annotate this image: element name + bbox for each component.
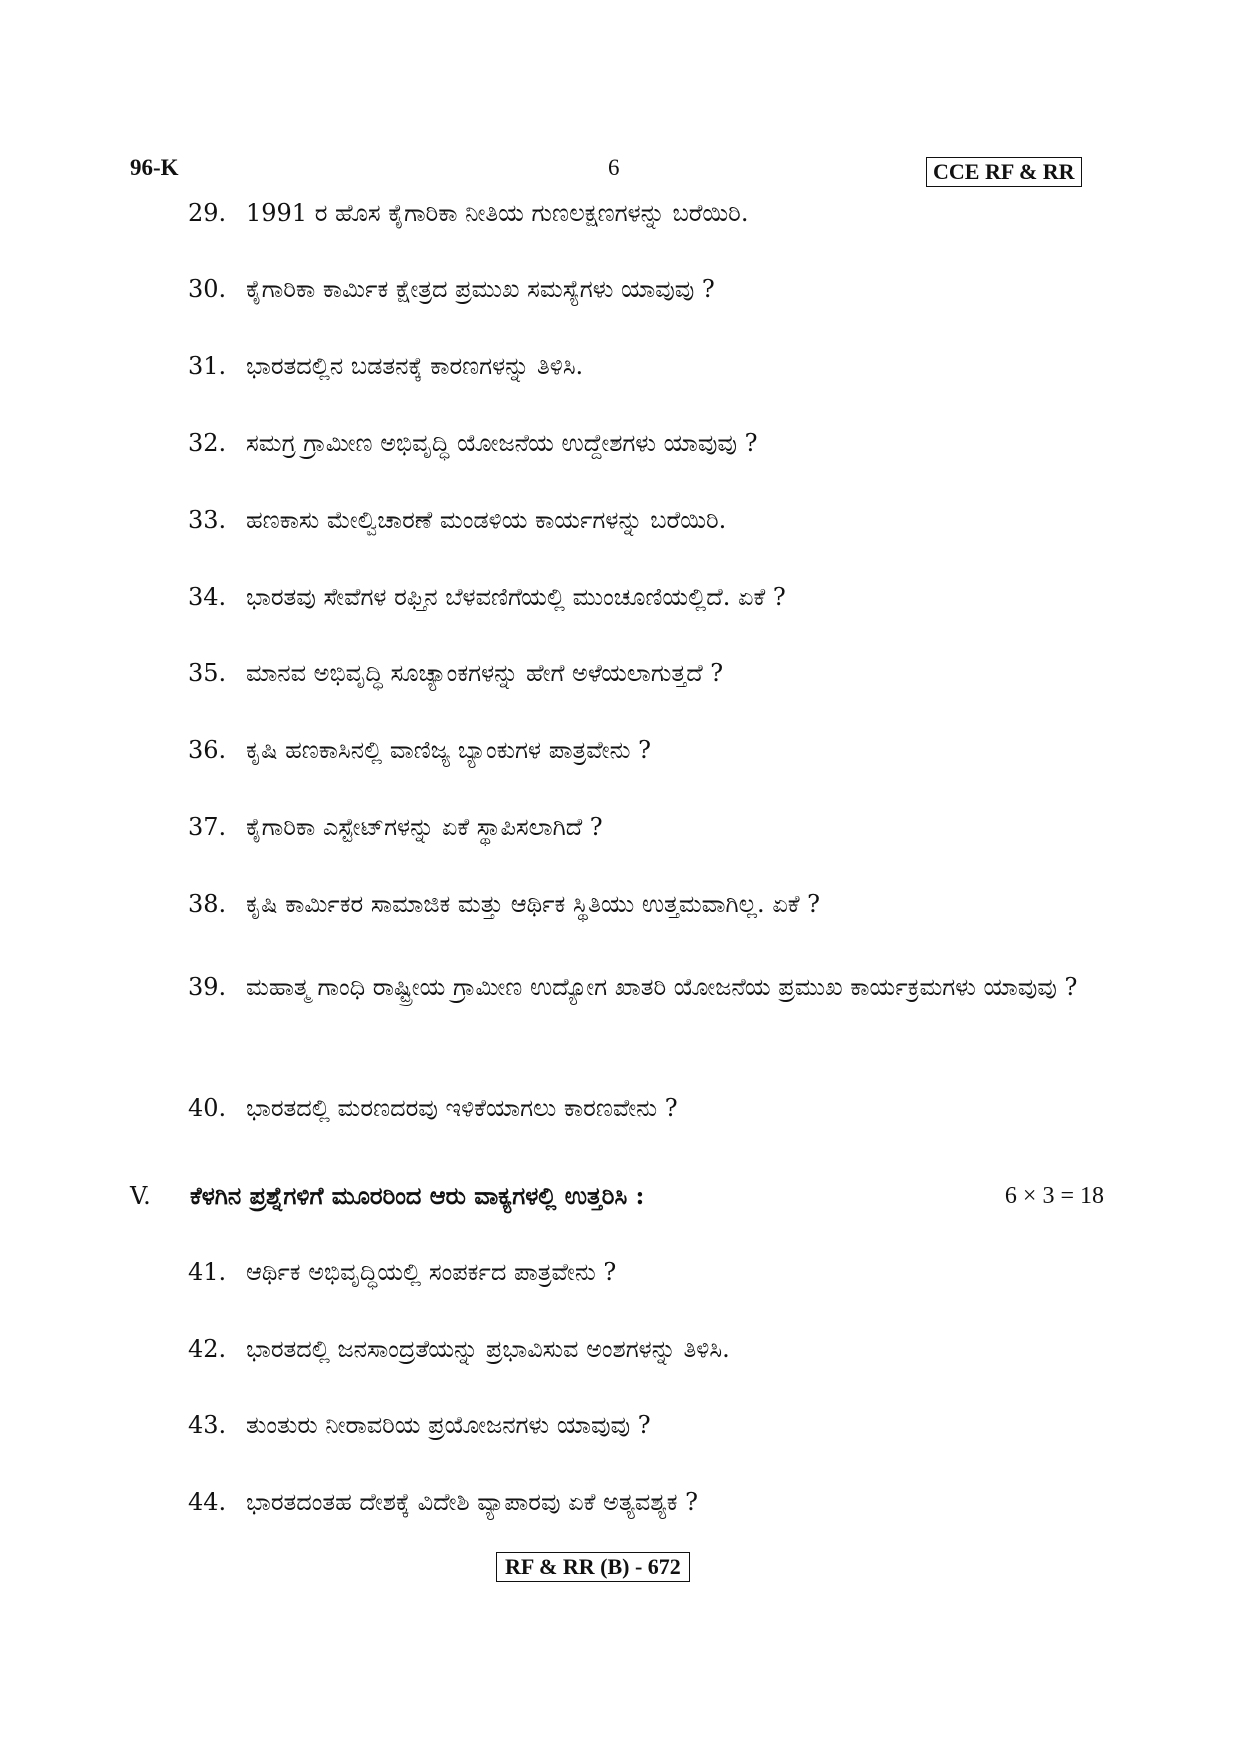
question-item xyxy=(188,656,1104,690)
question-item xyxy=(188,349,1104,383)
question-number: 35. xyxy=(188,659,227,687)
question-item xyxy=(188,580,1104,614)
question-text: ಸಮಗ್ರ ಗ್ರಾಮೀಣ ಅಭಿವೃದ್ಧಿ ಯೋಜನೆಯ ಉದ್ದೇಶಗಳು ಯಾವುವು ? xyxy=(246,429,758,457)
question-item xyxy=(188,810,1104,844)
question-text: ಭಾರತದಂತಹ ದೇಶಕ್ಕೆ ವಿದೇಶಿ ವ್ಯಾಪಾರವು ಏಕೆ ಅತ್ಯವಶ್ಯಕ ? xyxy=(246,1488,699,1516)
question-text: ಕೃಷಿ ಹಣಕಾಸಿನಲ್ಲಿ ವಾಣಿಜ್ಯ ಬ್ಯಾಂಕುಗಳ ಪಾತ್ರವೇನು ? xyxy=(246,736,652,764)
question-item xyxy=(188,1255,1104,1289)
question-number: 42. xyxy=(188,1335,227,1363)
question-number: 33. xyxy=(188,506,227,534)
question-item xyxy=(188,1485,1104,1519)
question-item xyxy=(188,426,1104,460)
question-item xyxy=(188,733,1104,767)
question-item xyxy=(188,1408,1104,1442)
section-number: V. xyxy=(130,1182,151,1210)
question-text: ಭಾರತದಲ್ಲಿ ಮರಣದರವು ಇಳಿಕೆಯಾಗಲು ಕಾರಣವೇನು ? xyxy=(246,1094,678,1122)
question-text: ಕೈಗಾರಿಕಾ ಕಾರ್ಮಿಕ ಕ್ಷೇತ್ರದ ಪ್ರಮುಖ ಸಮಸ್ಯೆಗಳು ಯಾವುವು ? xyxy=(246,275,715,303)
question-number: 37. xyxy=(188,813,227,841)
header-left-code: 96-K xyxy=(130,155,179,180)
question-item xyxy=(188,1091,1104,1125)
question-text: ಕೈಗಾರಿಕಾ ಎಸ್ಟೇಟ್‌ಗಳನ್ನು ಏಕೆ ಸ್ಥಾಪಿಸಲಾಗಿದೆ ? xyxy=(246,813,603,841)
question-number: 40. xyxy=(188,1094,227,1122)
question-number: 36. xyxy=(188,736,227,764)
question-text: ಭಾರತವು ಸೇವೆಗಳ ರಫ್ತಿನ ಬೆಳವಣಿಗೆಯಲ್ಲಿ ಮುಂಚೂಣಿಯಲ್ಲಿದೆ. ಏಕೆ ? xyxy=(246,583,786,611)
question-number: 41. xyxy=(188,1258,227,1286)
question-item xyxy=(188,196,1104,230)
question-number: 32. xyxy=(188,429,227,457)
question-text: ಮಾನವ ಅಭಿವೃದ್ಧಿ ಸೂಚ್ಯಾಂಕಗಳನ್ನು ಹೇಗೆ ಅಳೆಯಲಾಗುತ್ತದೆ ? xyxy=(246,659,724,687)
question-text: ಹಣಕಾಸು ಮೇಲ್ವಿಚಾರಣೆ ಮಂಡಳಿಯ ಕಾರ್ಯಗಳನ್ನು ಬರೆಯಿರಿ. xyxy=(246,506,727,534)
question-text: 1991 ರ ಹೊಸ ಕೈಗಾರಿಕಾ ನೀತಿಯ ಗುಣಲಕ್ಷಣಗಳನ್ನು ಬರೆಯಿರಿ. xyxy=(246,199,749,227)
question-item xyxy=(188,1332,1104,1366)
question-text: ಆರ್ಥಿಕ ಅಭಿವೃದ್ಧಿಯಲ್ಲಿ ಸಂಪರ್ಕದ ಪಾತ್ರವೇನು ? xyxy=(246,1258,617,1286)
question-text: ಭಾರತದಲ್ಲಿನ ಬಡತನಕ್ಕೆ ಕಾರಣಗಳನ್ನು ತಿಳಿಸಿ. xyxy=(246,352,584,380)
question-number: 34. xyxy=(188,583,227,611)
section-instruction: ಕೆಳಗಿನ ಪ್ರಶ್ನೆಗಳಿಗೆ ಮೂರರಿಂದ ಆರು ವಾಕ್ಯಗಳಲ್ಲಿ ಉತ್ತರಿಸಿ : xyxy=(190,1181,645,1210)
header-exam-code: CCE RF & RR xyxy=(926,157,1082,187)
question-item xyxy=(188,272,1104,306)
question-number: 31. xyxy=(188,352,227,380)
question-number: 43. xyxy=(188,1411,227,1439)
question-text: ಭಾರತದಲ್ಲಿ ಜನಸಾಂದ್ರತೆಯನ್ನು ಪ್ರಭಾವಿಸುವ ಅಂಶಗಳನ್ನು ತಿಳಿಸಿ. xyxy=(246,1335,730,1363)
question-item xyxy=(188,960,1104,1014)
question-number: 29. xyxy=(188,199,227,227)
question-text: ಮಹಾತ್ಮ ಗಾಂಧಿ ರಾಷ್ಟ್ರೀಯ ಗ್ರಾಮೀಣ ಉದ್ಯೋಗ ಖಾತರಿ ಯೋಜನೆಯ ಪ್ರಮುಖ ಕಾರ್ಯಕ್ರಮಗಳು ಯಾವುವು ? xyxy=(246,973,1078,1001)
question-number: 44. xyxy=(188,1488,227,1516)
footer-exam-code: RF & RR (B) - 672 xyxy=(496,1552,690,1582)
question-number: 30. xyxy=(188,275,227,303)
section-marks: 6 × 3 = 18 xyxy=(1004,1183,1104,1209)
question-text: ಕೃಷಿ ಕಾರ್ಮಿಕರ ಸಾಮಾಜಿಕ ಮತ್ತು ಆರ್ಥಿಕ ಸ್ಥಿತಿಯು ಉತ್ತಮವಾಗಿಲ್ಲ. ಏಕೆ ? xyxy=(246,890,821,918)
page-number: 6 xyxy=(608,155,620,180)
question-number: 38. xyxy=(188,890,227,918)
question-item xyxy=(188,503,1104,537)
question-item xyxy=(188,887,1104,921)
question-number: 39. xyxy=(188,973,227,1001)
question-text: ತುಂತುರು ನೀರಾವರಿಯ ಪ್ರಯೋಜನಗಳು ಯಾವುವು ? xyxy=(246,1411,651,1439)
